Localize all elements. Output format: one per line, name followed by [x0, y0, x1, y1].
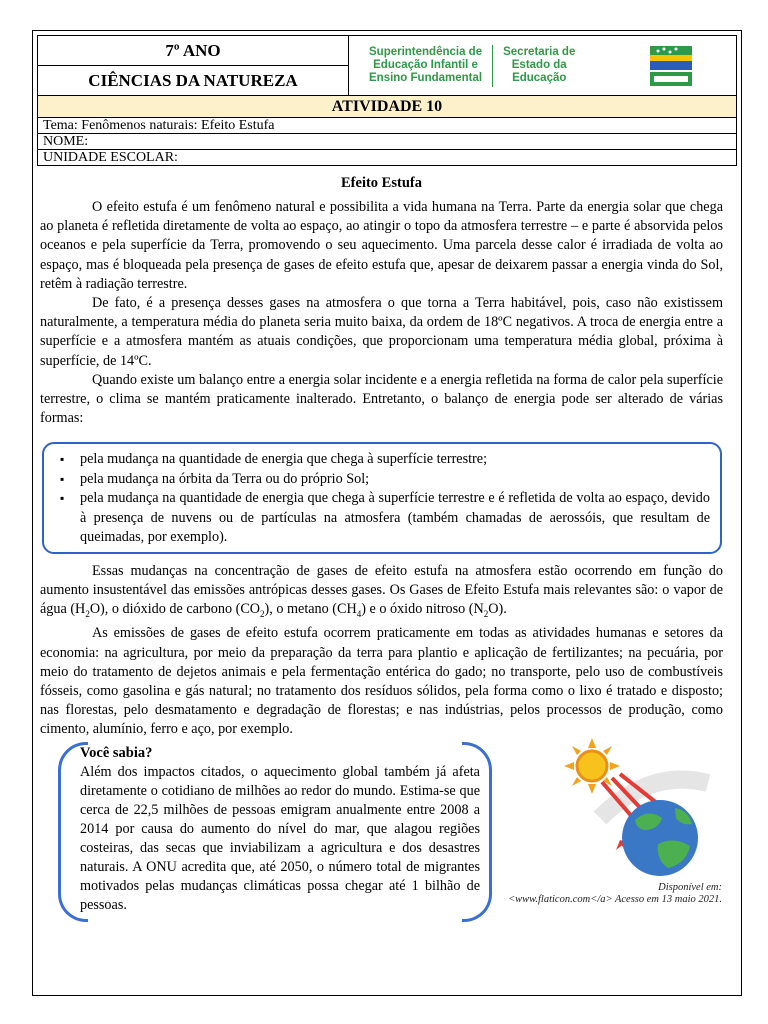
secretaria-logo-text: Secretaria de Estado da Educação [503, 46, 576, 84]
article-intro [40, 198, 723, 428]
name-field[interactable]: NOME: [37, 134, 737, 150]
grade-label: 7º ANO [38, 36, 348, 66]
sabia-title: Você sabia? [80, 745, 153, 761]
paragraph-1: O efeito estufa é um fenômeno natural e possibilita a vida humana na Terra. Parte da energia solar que chega ao planeta é refletida diretamente de volta ao espaço, ao atingir o topo da atmosfera terrestre – e parte é absorvida pelos oceanos e pela superfície da Terra, promovendo o seu aquecimento. Uma parcela desse calor é irradiada de volta ao espaço, mas é bloqueada pela presença de gases de efeito estufa que, apesar de deixarem passar a energia vinda do Sol, retêm à radiação terrestre. [40, 199, 723, 292]
superintendencia-logo-text: Superintendência de Educação Infantil e Ensino Fundamental [369, 46, 483, 84]
theme-line: Tema: Fenômenos naturais: Efeito Estufa [37, 118, 737, 134]
article-title: Efeito Estufa [341, 175, 422, 191]
article-continuation [40, 562, 723, 740]
activity-title: ATIVIDADE 10 [37, 96, 737, 118]
list-item: ▪ pela mudança na órbita da Terra ou do próprio Sol; [60, 470, 710, 490]
paragraph-4: Essas mudanças na concentração de gases de efeito estufa na atmosfera estão ocorrendo em função do aumento insustentável das emissões antrópicas desses gases. Os Gases de Efeito Estufa mais relevantes são: o vapor de água $(H_2O)$, o dióxido de carbono $(CO_2)$, o metano $(CH_4)$ e o óxido nitroso $(N_2O)$. [40, 563, 723, 620]
header-logos [349, 36, 736, 95]
list-item: ▪ pela mudança na quantidade de energia que chega à superfície terrestre e é refletida de volta ao espaço, devido à presença de nuvens ou de partículas na atmosfera (também chamadas de aerossóis, que resultam de queimadas, por exemplo). [60, 489, 710, 548]
paragraph-5: As emissões de gases de efeito estufa ocorrem praticamente em todas as atividades humanas e setores da economia: na agricultura, por meio da preparação da terra para plantio e aplicação de fertilizantes; na pecuária, por meio do tratamento de dejetos animais e pela fermentação entérica do gado; no transporte, pelo uso de combustíveis fósseis, como gasolina e gás natural; no tratamento dos resíduos sólidos, pela forma como o lixo é tratado e disposto; nas florestas, pelo desmatamento e degradação de florestas; e nas indústrias, pelos processos de produção, como cimento, alumínio, ferro e aço, por exemplo. [40, 625, 723, 738]
list-item: ▪ pela mudança na quantidade de energia que chega à superfície terrestre; [60, 450, 710, 470]
paragraph-2: De fato, é a presença desses gases na atmosfera o que torna a Terra habitável, pois, caso não existissem naturalmente, a temperatura média do planeta seria muito baixa, da ordem de 18ºC negativos. A troca de energia entre a superfície e a atmosfera mantém as atuais condições, que proporcionam uma temperatura média global, próxima à superfície, de 14ºC. [40, 295, 723, 369]
paragraph-3: Quando existe um balanço entre a energia solar incidente e a energia refletida na forma de calor pela superfície terrestre, o clima se mantém praticamente inalterado. Entretanto, o balanço de energia pode ser alterado de várias formas: [40, 371, 723, 427]
greenhouse-effect-illustration-icon [540, 738, 710, 883]
bullet-list [60, 450, 710, 548]
image-credit: Disponível em: <www.flaticon.com</a> Acesso em 13 maio 2021. [508, 882, 722, 905]
sabia-text: Além dos impactos citados, o aquecimento global também já afeta diretamente o cotidiano de milhões ao redor do mundo. Estima-se que cerca de 22,5 milhões de pessoas emigram anualmente entre 2008 a 2014 por causa do aumento do nível do mar, que alagou regiões costeiras, das secas que inviabilizam a agricultura e dos desastres naturais. A ONU acredita que, até 2050, o número total de migrantes motivados pelas mudanças climáticas possa chegar até 1 bilhão de pessoas. [80, 764, 480, 913]
header-top-row [37, 35, 737, 96]
logo-divider [492, 45, 493, 87]
goias-logo-icon [646, 42, 696, 92]
voce-sabia-box [80, 744, 480, 915]
school-field[interactable]: UNIDADE ESCOLAR: [37, 150, 737, 166]
header-table [37, 35, 737, 166]
header-left [38, 36, 349, 95]
subject-label: CIÊNCIAS DA NATUREZA [88, 70, 298, 90]
